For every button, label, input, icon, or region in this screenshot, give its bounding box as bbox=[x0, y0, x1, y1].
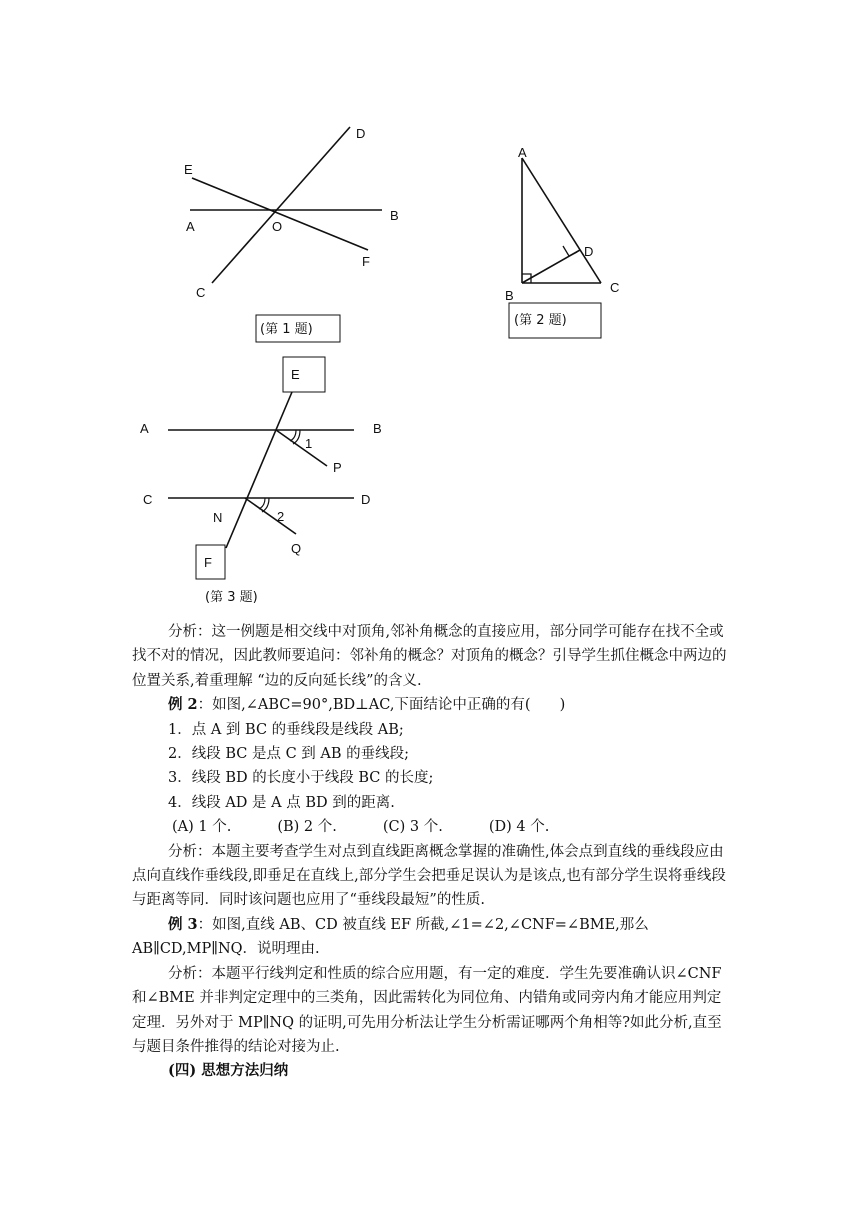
example-2-label: 例 2 bbox=[168, 696, 198, 714]
point-label: P bbox=[333, 460, 342, 475]
example-2-question: ：如图,∠ABC=90°,BD⊥AC,下面结论中正确的有( ) bbox=[197, 697, 566, 714]
point-label: C bbox=[143, 492, 153, 507]
point-label: D bbox=[584, 244, 594, 259]
option-c: (C) 3 个. bbox=[382, 819, 443, 836]
point-label: D bbox=[361, 492, 371, 507]
point-label: C bbox=[610, 280, 620, 295]
segment-ac bbox=[522, 158, 601, 283]
figure-caption: (第 2 题) bbox=[514, 313, 567, 328]
example-2-options bbox=[132, 815, 732, 839]
analysis-paragraph-3: 分析：本题平行线判定和性质的综合应用题，有一定的难度．学生先要准确认识∠CNF 和∠BME 并非判定定理中的三类角，因此需转化为同位角、内错角或同旁内角才能应用判定定理．另外对于 MP∥NQ 的证明,可先用分析法让学生分析需证哪两个角相等?如此分析,直至与题目条件推得的结论对接为止. bbox=[132, 965, 722, 1055]
point-label: B bbox=[505, 288, 514, 303]
point-label: A bbox=[518, 145, 527, 160]
angle-label: 1 bbox=[305, 436, 313, 451]
analysis-paragraph-1: 分析：这一例题是相交线中对顶角,邻补角概念的直接应用，部分同学可能存在找不全或找不对的情况，因此教师要追问：邻补角的概念？对顶角的概念？引导学生抓住概念中两边的位置关系,着重理解 “边的反向延长线”的含义. bbox=[132, 624, 727, 689]
figure-1-labels bbox=[184, 126, 399, 337]
point-label: C bbox=[196, 285, 206, 300]
example-2-item-1: 1．点 A 到 BC 的垂线段是线段 AB; bbox=[168, 721, 404, 738]
point-label: A bbox=[140, 421, 149, 436]
option-a: (A) 1 个. bbox=[172, 819, 232, 836]
point-label: B bbox=[373, 421, 382, 436]
angle-arc-1 bbox=[290, 430, 296, 441]
line-cd bbox=[212, 127, 350, 283]
example-2-item-2: 2．线段 BC 是点 C 到 AB 的垂线段; bbox=[168, 746, 410, 763]
right-angle-d bbox=[563, 246, 577, 256]
example-3-stem bbox=[132, 913, 732, 962]
point-label: Q bbox=[291, 541, 302, 556]
point-label: D bbox=[356, 126, 366, 141]
point-label: B bbox=[390, 208, 399, 223]
option-d: (D) 4 个. bbox=[488, 819, 550, 836]
lesson-text bbox=[132, 620, 732, 1084]
figure-3-labels bbox=[140, 367, 382, 605]
label-box-e bbox=[283, 357, 325, 392]
example-2-item-3: 3．线段 BD 的长度小于线段 BC 的长度; bbox=[168, 770, 434, 787]
point-label: O bbox=[272, 219, 283, 234]
example-3-question: ：如图,直线 AB、CD 被直线 EF 所截,∠1=∠2,∠CNF=∠BME,那么AB∥CD,MP∥NQ．说明理由. bbox=[132, 916, 649, 958]
example-2-item-4: 4．线段 AD 是 A 点 BD 到的距离. bbox=[168, 794, 395, 811]
line-ef bbox=[192, 178, 368, 250]
option-b: (B) 2 个. bbox=[277, 819, 337, 836]
figure-caption: (第 1 题) bbox=[260, 322, 313, 337]
example-3-label: 例 3 bbox=[168, 915, 198, 933]
example-2-stem bbox=[132, 693, 732, 717]
point-label: F bbox=[362, 254, 370, 269]
point-label: N bbox=[213, 510, 223, 525]
ray-mp bbox=[276, 430, 327, 466]
point-label: E bbox=[184, 162, 193, 177]
point-label: F bbox=[204, 555, 212, 570]
angle-label: 2 bbox=[277, 509, 285, 524]
point-label: A bbox=[186, 219, 195, 234]
point-label: E bbox=[291, 367, 300, 382]
section-heading: (四) 思想方法归纳 bbox=[168, 1062, 289, 1080]
angle-arc-2 bbox=[259, 498, 265, 509]
analysis-paragraph-2: 分析：本题主要考查学生对点到直线距离概念掌握的准确性,体会点到直线的垂线段应由点向直线作垂线段,即垂足在直线上,部分学生会把垂足误认为是该点,也有部分学生误将垂线段与距离等同．同时该问题也应用了“垂线段最短”的性质. bbox=[132, 843, 726, 909]
figure-caption: (第 3 题) bbox=[205, 590, 258, 605]
ray-nq bbox=[245, 498, 296, 534]
figure-1 bbox=[190, 127, 382, 342]
figure-3 bbox=[168, 357, 354, 579]
